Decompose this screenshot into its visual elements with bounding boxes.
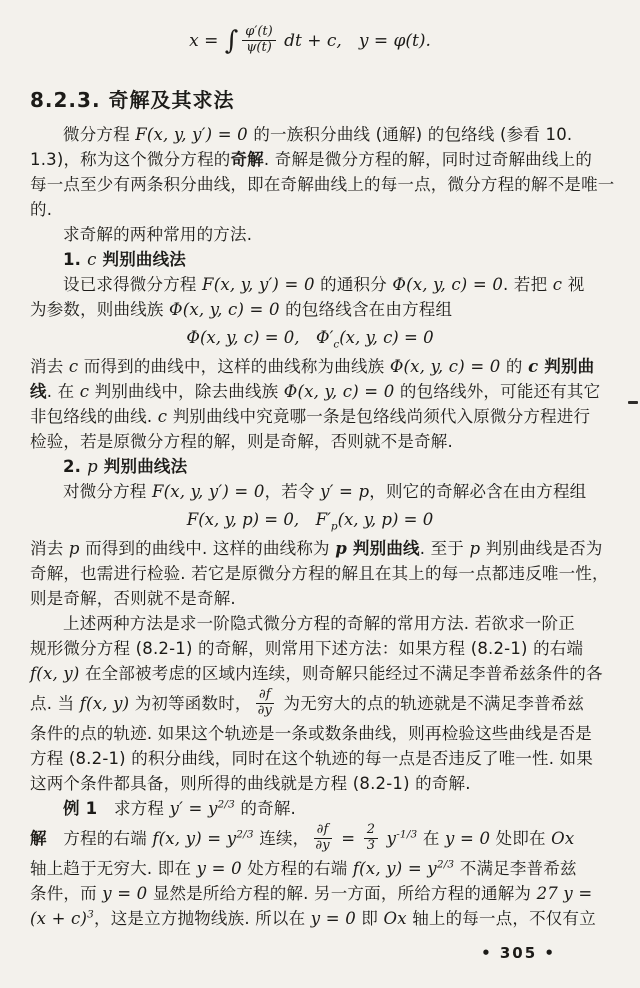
- text-run: 在: [417, 829, 446, 848]
- text-line: [30, 429, 590, 454]
- solution-line: [30, 821, 590, 856]
- text-line: [30, 686, 590, 721]
- text-run: 非包络线的曲线.: [30, 407, 158, 426]
- text-line: [30, 611, 590, 636]
- text-run: 即: [355, 909, 384, 928]
- math-text: y′ = p: [320, 482, 370, 501]
- example-1-line: [30, 796, 590, 821]
- text-run: 的一族积分曲线 (通解) 的包络线 (参看 10.: [247, 125, 573, 144]
- math-text: c: [79, 382, 90, 401]
- math-text: c: [68, 357, 79, 376]
- math-text: 27 y =: [536, 884, 593, 903]
- math-text: Φ(x, y, c) = 0: [392, 275, 504, 294]
- text-run: 而得到的曲线中. 这样的曲线称为: [79, 539, 336, 558]
- text-run: 消去: [30, 539, 69, 558]
- fraction: $\frac{2}{3}$: [364, 823, 378, 854]
- text-run: 设已求得微分方程: [63, 275, 203, 294]
- text-run: 则是奇解，否则就不是奇解.: [30, 589, 236, 608]
- text-line: [30, 661, 603, 686]
- math-text: F(x, y, p) = 0,: [186, 510, 316, 529]
- text-run: 显然是所给方程的解. 另一方面，所给方程的通解为: [147, 884, 537, 903]
- text-run: . 奇解是微分方程的解，同时过奇解曲线上的: [263, 150, 593, 169]
- text-run: ，若令: [264, 482, 321, 501]
- text-run: 求奇解的两种常用的方法.: [63, 225, 253, 244]
- math-text: =: [335, 829, 361, 848]
- math-text: (x, y, p) = 0: [337, 510, 434, 529]
- text-run: 为无穷大的点的轨迹就是不满足李普希兹: [278, 694, 585, 713]
- text-line: [30, 536, 603, 561]
- fraction: $\frac{\partial f}{\partial y}$: [257, 687, 273, 718]
- parametric-solution-formula: [30, 20, 590, 62]
- text-line: [30, 586, 590, 611]
- text-run: 的.: [30, 200, 53, 219]
- text-run: ，这是立方抛物线族. 所以在: [94, 909, 311, 928]
- text-run: 为参数，则曲线族: [30, 300, 170, 319]
- text-run: 的包络线外，可能还有其它: [394, 382, 601, 401]
- text-run: 对微分方程: [63, 482, 152, 501]
- text-run: 而得到的曲线中，这样的曲线称为曲线族: [78, 357, 390, 376]
- math-text: dt + c, y = φ(t).: [278, 31, 431, 51]
- math-text: $F'_p$: [315, 510, 338, 533]
- math-text: y = 0: [102, 884, 148, 903]
- section-heading: 8.2.3. 奇解及其求法: [30, 88, 235, 112]
- method-1-subhead: [30, 247, 590, 272]
- text-run: 条件，而: [30, 884, 103, 903]
- math-text: f(x, $y) = y^{2/3}$: [352, 858, 455, 878]
- math-text: p: [469, 539, 481, 558]
- text-run: ，则它的奇解必含在由方程组: [369, 482, 587, 501]
- math-text: Ox: [551, 829, 575, 848]
- text-run: 连续，: [253, 829, 310, 848]
- text-run: 条件的点的轨迹. 如果这个轨迹是一条或数条曲线，则再检验这些曲线是否是: [30, 724, 592, 743]
- text-run: 求方程: [97, 799, 170, 818]
- text-line: [30, 721, 590, 746]
- text-run: 1.3)，称为这个微分方程的: [30, 150, 231, 169]
- math-text: y = 0: [196, 859, 242, 878]
- math-text: F(x, y, y′) = 0: [202, 275, 315, 294]
- text-run: 的奇解.: [234, 799, 296, 818]
- text-run: 的: [500, 357, 529, 376]
- math-text: $y^{-1/3}$: [381, 828, 418, 848]
- scan-artifact: [628, 401, 638, 404]
- text-run: 微分方程: [63, 125, 136, 144]
- c-discriminant-system: [30, 322, 590, 354]
- text-run: 轴上的每一点，不仅有立: [406, 909, 596, 928]
- math-text: F(x, y, y′) = 0: [135, 125, 248, 144]
- math-text: f(x, $y) = y^{2/3}$: [152, 828, 254, 848]
- text-run: 奇解，也需进行检验. 若它是原微分方程的解且在其上的每一点都违反唯一性，: [30, 564, 609, 583]
- math-text: $y' = y^{2/3}$: [169, 798, 235, 818]
- text-line: [30, 379, 601, 404]
- text-run: 的包络线含在由方程组: [279, 300, 453, 319]
- text-run: 处方程的右端: [241, 859, 353, 878]
- text-run: 这两个条件都具备，则所得的曲线就是方程 (8.2-1) 的奇解.: [30, 774, 471, 793]
- text-line: [30, 856, 590, 881]
- text-line: [30, 746, 594, 771]
- fraction: $\frac{\partial f}{\partial y}$: [315, 822, 330, 853]
- text-run: . 在: [46, 382, 80, 401]
- text-run: 2.: [63, 457, 88, 476]
- text-run: 检验，若是原微分方程的解，则是奇解，否则就不是奇解.: [30, 432, 453, 451]
- math-text: f(x, y): [30, 664, 80, 683]
- text-line: [30, 881, 593, 906]
- text-run: 上述两种方法是求一阶隐式微分方程的奇解的常用方法. 若欲求一阶正: [63, 614, 575, 633]
- text-run: 奇解: [230, 150, 264, 169]
- text-run: 消去: [30, 357, 69, 376]
- math-text: c: [157, 407, 168, 426]
- text-run: 判别曲线法: [97, 457, 188, 476]
- math-text: p: [335, 539, 347, 558]
- text-line: [30, 561, 609, 586]
- text-run: 线: [30, 382, 47, 401]
- text-line: [30, 197, 590, 222]
- text-run: 点. 当: [30, 694, 80, 713]
- math-text: Φ(x, y, c) = 0: [283, 382, 395, 401]
- math-text: c: [552, 275, 563, 294]
- text-line: [30, 404, 590, 429]
- text-run: 1.: [63, 250, 88, 269]
- text-run: 解: [30, 829, 47, 848]
- text-run: 方程 (8.2-1) 的积分曲线，同时在这个轨迹的每一点是否违反了唯一性. 如果: [30, 749, 594, 768]
- math-text: F(x, y, y′) = 0: [151, 482, 265, 501]
- text-run: 判别曲线法: [96, 250, 186, 269]
- text-run: 处即在: [490, 829, 552, 848]
- text-run: 视: [562, 275, 585, 294]
- text-line: [30, 354, 595, 379]
- math-text: Φ(x, y, c) = 0: [169, 300, 280, 319]
- text-line: [30, 636, 590, 661]
- math-text: $(x + c)^3$: [30, 908, 95, 928]
- text-run: 判别曲线是否为: [480, 539, 603, 558]
- text-line: [30, 272, 590, 297]
- text-line: [30, 122, 590, 147]
- math-text: (x, y, c) = 0: [339, 328, 434, 347]
- text-line: [30, 479, 590, 504]
- text-run: 的通积分: [314, 275, 393, 294]
- math-text: f(x, y): [79, 694, 130, 713]
- method-2-subhead: [30, 454, 590, 479]
- text-run: 在全部被考虑的区域内连续，则奇解只能经过不满足李普希兹条件的各: [79, 664, 603, 683]
- math-text: c: [87, 250, 97, 269]
- math-text: Ox: [383, 909, 407, 928]
- math-text: ∫: [224, 26, 239, 56]
- math-text: y = 0: [445, 829, 491, 848]
- text-run: 规形微分方程 (8.2-1) 的奇解，则常用下述方法：如果方程 (8.2-1) 的右端: [30, 639, 584, 658]
- text-line: [30, 771, 590, 796]
- math-text: Φ(x, y, c) = 0,: [186, 328, 317, 347]
- text-line: [30, 222, 590, 247]
- text-run: 轴上趋于无穷大. 即在: [30, 859, 197, 878]
- text-run: 例 1: [63, 799, 98, 818]
- math-text: Φ(x, y, c) = 0: [389, 357, 501, 376]
- text-run: 方程的右端: [46, 829, 153, 848]
- math-text: p: [87, 457, 98, 476]
- text-run: 判别曲: [538, 357, 595, 376]
- text-run: 为初等函数时，: [129, 694, 252, 713]
- math-text: $\Phi'_c$: [316, 328, 340, 351]
- text-line: [30, 906, 596, 931]
- fraction: $\frac{\varphi'(t)}{\psi(t)}$: [242, 25, 275, 56]
- page-number: • 305 •: [481, 944, 556, 962]
- text-line: [30, 172, 615, 197]
- text-line: [30, 297, 590, 322]
- math-text: y = 0: [310, 909, 356, 928]
- math-text: p: [68, 539, 80, 558]
- text-run: 判别曲线中，除去曲线族: [89, 382, 284, 401]
- text-run: . 至于: [419, 539, 470, 558]
- text-run: 每一点至少有两条积分曲线，即在奇解曲线上的每一点，微分方程的解不是唯一: [30, 175, 615, 194]
- text-run: 判别曲线: [346, 539, 420, 558]
- text-run: 不满足李普希兹: [454, 859, 577, 878]
- text-run: 判别曲线中究竟哪一条是包络线尚须代入原微分方程进行: [167, 407, 591, 426]
- text-line: [30, 147, 593, 172]
- p-discriminant-system: [30, 504, 590, 536]
- math-text: c: [528, 357, 539, 376]
- math-text: x =: [189, 31, 224, 51]
- text-run: . 若把: [503, 275, 553, 294]
